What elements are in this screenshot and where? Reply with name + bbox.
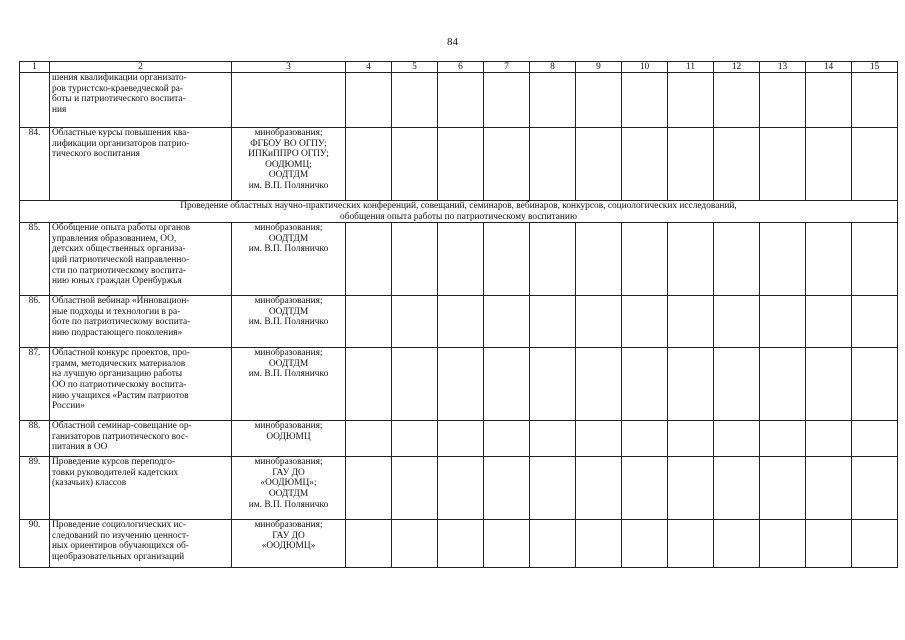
plan-table [19, 61, 898, 568]
empty-cell [760, 421, 806, 457]
item-description [50, 520, 232, 568]
item-executors [232, 421, 346, 457]
empty-cell [668, 73, 714, 128]
item-executor-line: им. В.П. Поляничко [248, 499, 329, 510]
column-header: 11 [668, 62, 714, 73]
empty-cell [760, 223, 806, 296]
column-header: 4 [346, 62, 392, 73]
item-description [50, 296, 232, 348]
empty-cell [714, 520, 760, 568]
table-row [20, 421, 898, 457]
column-header: 12 [714, 62, 760, 73]
item-description [50, 421, 232, 457]
column-header: 10 [622, 62, 668, 73]
empty-cell [530, 421, 576, 457]
item-description [50, 457, 232, 520]
empty-cell [576, 457, 622, 520]
empty-cell [714, 348, 760, 421]
item-executor-line: им. В.П. Поляничко [248, 180, 329, 191]
empty-cell [392, 520, 438, 568]
item-description-line: тического воспитания [52, 149, 140, 160]
empty-cell [622, 421, 668, 457]
item-description-line: России» [52, 401, 85, 412]
empty-cell [806, 223, 852, 296]
empty-cell [760, 457, 806, 520]
item-executor-line: ИПКиППРО ОГПУ; [248, 149, 329, 160]
item-executor-line: минобразования; [254, 520, 323, 531]
item-description-line: сти по патриотическому воспита- [52, 265, 186, 276]
item-number: 84. [20, 128, 50, 201]
empty-cell [346, 421, 392, 457]
item-executor-line: ООДТДМ [268, 170, 309, 181]
empty-cell [852, 128, 898, 201]
empty-cell [576, 421, 622, 457]
empty-cell [484, 520, 530, 568]
item-executor-line: ООДТДМ [268, 358, 309, 369]
empty-cell [806, 348, 852, 421]
empty-cell [806, 73, 852, 128]
item-description-line: Областной конкурс проектов, про- [52, 348, 190, 359]
item-description-line: шения квалификации организато- [52, 73, 187, 83]
empty-cell [714, 128, 760, 201]
item-description-line: Проведение курсов переподго- [52, 457, 176, 468]
item-executor-line: минобразования; [254, 348, 323, 359]
section-heading [20, 201, 898, 223]
empty-cell [668, 128, 714, 201]
empty-cell [438, 457, 484, 520]
empty-cell [346, 348, 392, 421]
empty-cell [484, 348, 530, 421]
item-description-line: следований по изучению ценност- [52, 530, 190, 541]
empty-cell [576, 348, 622, 421]
column-header: 13 [760, 62, 806, 73]
item-executors [232, 348, 346, 421]
item-description-line: грамм, методических материалов [52, 358, 186, 369]
empty-cell [346, 73, 392, 128]
item-executor-line: ООДЮМЦ [266, 431, 311, 442]
item-description-line: боте по патриотическому воспита- [52, 317, 191, 328]
header-row [20, 62, 898, 73]
item-description [50, 348, 232, 421]
empty-cell [852, 520, 898, 568]
item-executors [232, 296, 346, 348]
empty-cell [760, 128, 806, 201]
empty-cell [760, 348, 806, 421]
empty-cell [852, 457, 898, 520]
empty-cell [438, 128, 484, 201]
column-header: 8 [530, 62, 576, 73]
item-description [50, 73, 232, 128]
empty-cell [760, 520, 806, 568]
empty-cell [392, 128, 438, 201]
empty-cell [714, 223, 760, 296]
empty-cell [714, 73, 760, 128]
empty-cell [346, 457, 392, 520]
empty-cell [438, 421, 484, 457]
item-description-line: ров туристско-краеведческой ра- [52, 83, 184, 94]
empty-cell [438, 73, 484, 128]
empty-cell [668, 296, 714, 348]
table-row [20, 73, 898, 128]
empty-cell [714, 421, 760, 457]
item-description-line: ций патриотической направленно- [52, 254, 190, 265]
item-description-line: ОО по патриотическому воспита- [52, 379, 187, 390]
empty-cell [622, 457, 668, 520]
item-description-line: нию учащихся «Растим патриотов [52, 390, 189, 401]
empty-cell [760, 73, 806, 128]
empty-cell [576, 73, 622, 128]
item-description [50, 128, 232, 201]
empty-cell [852, 348, 898, 421]
empty-cell [346, 296, 392, 348]
item-executor-line: минобразования; [254, 421, 323, 432]
item-executors [232, 520, 346, 568]
item-executor-line: ФГБОУ ВО ОГПУ; [250, 138, 327, 149]
empty-cell [346, 128, 392, 201]
column-header: 15 [852, 62, 898, 73]
empty-cell [806, 128, 852, 201]
empty-cell [852, 296, 898, 348]
empty-cell [622, 223, 668, 296]
column-header: 2 [50, 62, 232, 73]
empty-cell [806, 421, 852, 457]
item-executor-line: «ООДЮМЦ»; [260, 478, 317, 489]
section-heading-line: обобщения опыта работы по патриотическому воспитанию [340, 211, 577, 222]
empty-cell [530, 128, 576, 201]
empty-cell [622, 348, 668, 421]
empty-cell [484, 128, 530, 201]
empty-cell [484, 296, 530, 348]
empty-cell [484, 73, 530, 128]
table-row [20, 457, 898, 520]
item-number: 87. [20, 348, 50, 421]
item-number: 86. [20, 296, 50, 348]
item-description-line: лификации организаторов патрио- [52, 138, 190, 149]
item-description-line: на лучшую организацию работы [52, 369, 183, 380]
empty-cell [346, 223, 392, 296]
empty-cell [806, 296, 852, 348]
item-description-line: нию подрастающего поколения» [52, 327, 183, 338]
empty-cell [852, 223, 898, 296]
item-number: 89. [20, 457, 50, 520]
item-description [50, 223, 232, 296]
item-description-line: управления образованием, ОО, [52, 233, 177, 244]
item-executor-line: «ООДЮМЦ» [261, 541, 316, 552]
item-executor-line: минобразования; [254, 223, 323, 234]
empty-cell [576, 296, 622, 348]
item-executor-line: ООДТДМ [268, 233, 309, 244]
empty-cell [622, 128, 668, 201]
empty-cell [714, 457, 760, 520]
item-executor-line: им. В.П. Поляничко [248, 244, 329, 255]
item-description-line: детских общественных организа- [52, 244, 186, 255]
section-heading-line: Проведение областных научно-практических конференций, совещаний, семинаров, вебинаров, конкурсов, социологических исследований, [180, 201, 737, 211]
item-number: 88. [20, 421, 50, 457]
item-executor-line: ГАУ ДО [272, 530, 305, 541]
empty-cell [806, 457, 852, 520]
table-row [20, 348, 898, 421]
table-row [20, 128, 898, 201]
item-description-line: (казачьих) классов [52, 478, 127, 489]
empty-cell [622, 520, 668, 568]
empty-cell [530, 457, 576, 520]
empty-cell [346, 520, 392, 568]
section-row [20, 201, 898, 223]
item-description-line: Областной семинар-совещание ор- [52, 421, 192, 432]
empty-cell [438, 348, 484, 421]
empty-cell [392, 296, 438, 348]
empty-cell [668, 421, 714, 457]
item-description-line: боты и патриотического воспита- [52, 94, 186, 105]
empty-cell [392, 348, 438, 421]
empty-cell [852, 73, 898, 128]
item-description-line: Обобщение опыта работы органов [52, 223, 191, 234]
item-executor-line: ООДТДМ [268, 488, 309, 499]
item-description-line: нию юных граждан Оренбуржья [52, 276, 182, 287]
empty-cell [530, 520, 576, 568]
empty-cell [392, 457, 438, 520]
empty-cell [392, 421, 438, 457]
item-executor-line: минобразования; [254, 128, 323, 138]
empty-cell [438, 296, 484, 348]
item-executor-line: им. В.П. Поляничко [248, 317, 329, 328]
empty-cell [806, 520, 852, 568]
empty-cell [392, 73, 438, 128]
empty-cell [714, 296, 760, 348]
item-description-line: ния [52, 104, 67, 115]
item-description-line: Областные курсы повышения ква- [52, 128, 190, 138]
empty-cell [484, 421, 530, 457]
column-header: 6 [438, 62, 484, 73]
item-description-line: ных ориентиров обучающихся об- [52, 541, 189, 552]
table-row [20, 223, 898, 296]
empty-cell [668, 520, 714, 568]
empty-cell [392, 223, 438, 296]
empty-cell [530, 348, 576, 421]
item-executor-line: минобразования; [254, 296, 323, 307]
item-executor-line: ООДТДМ [268, 306, 309, 317]
empty-cell [668, 457, 714, 520]
empty-cell [760, 296, 806, 348]
empty-cell [622, 73, 668, 128]
item-executors [232, 73, 346, 128]
item-description-line: щеобразовательных организаций [52, 551, 185, 562]
item-number [20, 73, 50, 128]
item-executors [232, 457, 346, 520]
item-description-line: Проведение социологических ис- [52, 520, 186, 531]
item-executor-line: ГАУ ДО [272, 467, 305, 478]
empty-cell [530, 73, 576, 128]
empty-cell [576, 223, 622, 296]
item-executors [232, 128, 346, 201]
item-executors [232, 223, 346, 296]
column-header: 3 [232, 62, 346, 73]
empty-cell [438, 223, 484, 296]
empty-cell [484, 457, 530, 520]
empty-cell [530, 223, 576, 296]
item-number: 90. [20, 520, 50, 568]
item-description-line: ные подходы и технологии в ра- [52, 306, 181, 317]
item-description-line: питания в ОО [52, 442, 108, 453]
empty-cell [668, 223, 714, 296]
empty-cell [438, 520, 484, 568]
table-row [20, 520, 898, 568]
column-header: 1 [20, 62, 50, 73]
item-number: 85. [20, 223, 50, 296]
item-executor-line: ООДЮМЦ; [265, 159, 312, 170]
page-number: 84 [447, 36, 458, 48]
item-executor-line: минобразования; [254, 457, 323, 468]
empty-cell [668, 348, 714, 421]
column-header: 5 [392, 62, 438, 73]
column-header: 7 [484, 62, 530, 73]
item-description-line: ганизаторов патриотического вос- [52, 431, 189, 442]
empty-cell [622, 296, 668, 348]
empty-cell [576, 520, 622, 568]
empty-cell [852, 421, 898, 457]
empty-cell [484, 223, 530, 296]
empty-cell [530, 296, 576, 348]
column-header: 14 [806, 62, 852, 73]
column-header: 9 [576, 62, 622, 73]
empty-cell [576, 128, 622, 201]
item-executor-line: им. В.П. Поляничко [248, 369, 329, 380]
item-description-line: товки руководителей кадетских [52, 467, 179, 478]
item-description-line: Областной вебинар «Инновацион- [52, 296, 190, 307]
table-row [20, 296, 898, 348]
